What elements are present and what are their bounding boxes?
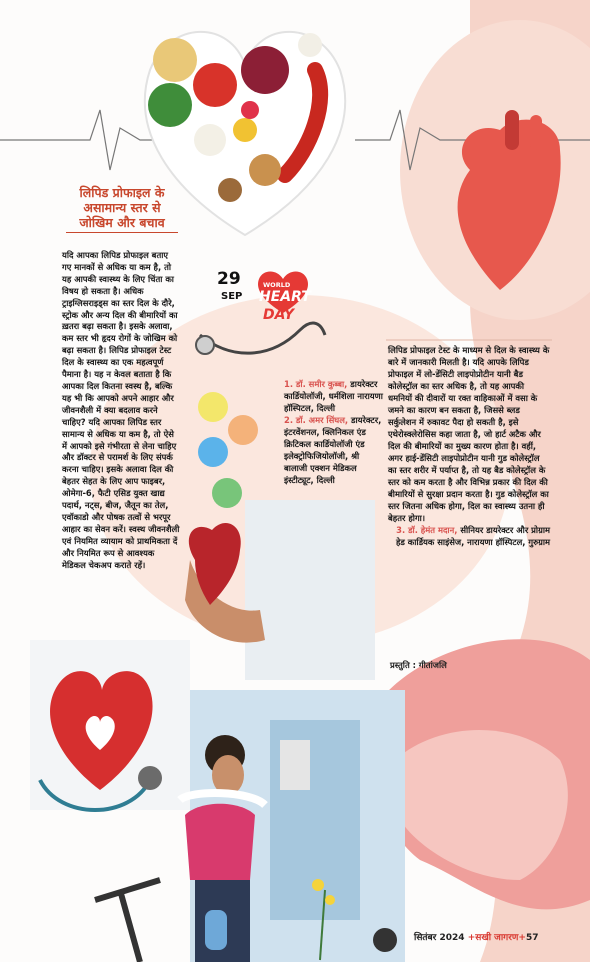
orange-dot <box>228 415 258 445</box>
heading-rule <box>66 232 178 233</box>
article-heading: लिपिड प्रोफाइल के असामान्य स्तर से जोखिम और बचाव <box>79 185 165 230</box>
credit-line: प्रस्तुति : गीतांजलि <box>390 660 447 670</box>
badge-date: 29 <box>217 269 241 289</box>
page-number: 57 <box>525 933 539 943</box>
badge-heart: HEART <box>259 289 311 305</box>
badge-world: WORLD <box>263 281 291 289</box>
page-footer <box>414 930 539 943</box>
experts-list <box>284 378 384 486</box>
badge-month: SEP <box>221 291 243 302</box>
badge-day: DAY <box>263 307 294 323</box>
expert-2-name: 2. डॉ. अमर सिंघल, <box>284 415 349 425</box>
green-dot <box>212 478 242 508</box>
blue-dot <box>198 437 228 467</box>
expert-3-name: 3. डॉ. हेमंत मदान, <box>396 525 458 535</box>
expert-3-signature <box>388 524 550 548</box>
left-column-text: यदि आपका लिपिड प्रोफाइल बताए गए मानकों से अधिक या कम है, तो यह आपकी स्वास्थ्य के लिए चिंता का विषय हो सकता है। अधिक ट्राइग्लिसराइड्स का स्तर दिल के दौरे, स्ट्रोक और अन्य दिल की बीमारियों का ख़तरा बढ़ा सकता है। इसके अलावा, कम स्तर भी हृदय रोगों के जोखिम को बढ़ा सकता है। लिपिड प्रोफाइल टेस्ट दिल के स्वास्थ्य का एक महत्वपूर्ण पैमाना है। यह न केवल बताता है कि आपका दिल कितना स्वस्थ है, बल्कि यह भी कि आपको अपने आहार और जीवनशैली में क्या बदलाव करने चाहिए? यदि आपका लिपिड स्तर सामान्य से अधिक या कम है, तो ऐसे में आपको इसे गंभीरता से लेना चाहिए और डॉक्टर से परामर्श के लिए संपर्क करना चाहिए। इसके अलावा दिल की बेहतर सेहत के लिए आप फाइबर, ओमेगा-6, फैटी एसिड युक्त खाद्य पदार्थ, नट्स, बीज, जैतून का तेल, एवॉकाडो और पोषक तत्वों से भरपूर आहार का सेवन करें। स्वस्थ जीवनशैली एवं नियमित व्यायाम को प्राथमिकता दें और नियमित रूप से आवश्यक मेडिकल चेकअप कराते रहें। <box>62 250 180 570</box>
footer-month: सितंबर 2024 <box>414 933 465 943</box>
expert-1-name: 1. डॉ. समीर कुब्बा, <box>284 379 348 389</box>
expert-1-desc: डायरेक्टर कार्डियोलॉजी, धर्मशिला नारायणा हॉस्पिटल, दिल्ली <box>284 379 383 413</box>
expert-2-desc: डायरेक्टर, इंटरवेंशनल, क्लिनिकल एंड क्रिटिकल कार्डियोलॉजी एंड इलेक्ट्रोफिजियोलॉजी, श्री बालाजी एक्शन मेडिकल इंस्टीट्यूट, दिल्ली <box>284 415 382 485</box>
yellow-dot <box>198 392 228 422</box>
footer-brand: +सखी जागरण+ <box>467 933 526 943</box>
world-heart-day-badge <box>205 255 325 365</box>
right-column-text: लिपिड प्रोफाइल टेस्ट के माध्यम से दिल के स्वास्थ्य के बारे में जानकारी मिलती है। यदि आपके लिपिड प्रोफाइल में लो-डेंसिटी लाइपोप्रोटीन यानी बैड कोलेस्ट्रॉल का स्तर अधिक है, तो यह आपकी धमनियों की दीवारों या रक्त वाहिकाओं में वसा के जमने का कारण बन सकता है, जिससे ब्लड सर्कुलेशन में रुकावट पैदा हो सकती है, इसे एथेरोस्क्लेरोसिस कहा जाता है, जो हार्ट अटैक और दिल की बीमारियों का मुख्य कारण होता है। वहीं, अगर हाई-डेंसिटी लाइपोप्रोटीन यानी गुड कोलेस्ट्रॉल का स्तर शरीर में पर्याप्त है, तो यह बैड कोलेस्ट्रॉल के स्तर को कम करता है और विभिन्न प्रकार की दिल की बीमारियों से सुरक्षा प्रदान करता है। गुड कोलेस्ट्रॉल का स्तर जितना अधिक होगा, दिल का स्वास्थ्य उतना ही बेहतर होगा। <box>388 345 550 523</box>
expert-3-desc: सीनियर डायरेक्टर और प्रोग्राम हेड कार्डियक साइंसेज, नारायणा हॉस्पिटल, गुरुग्राम <box>395 525 550 547</box>
right-column <box>388 344 550 548</box>
